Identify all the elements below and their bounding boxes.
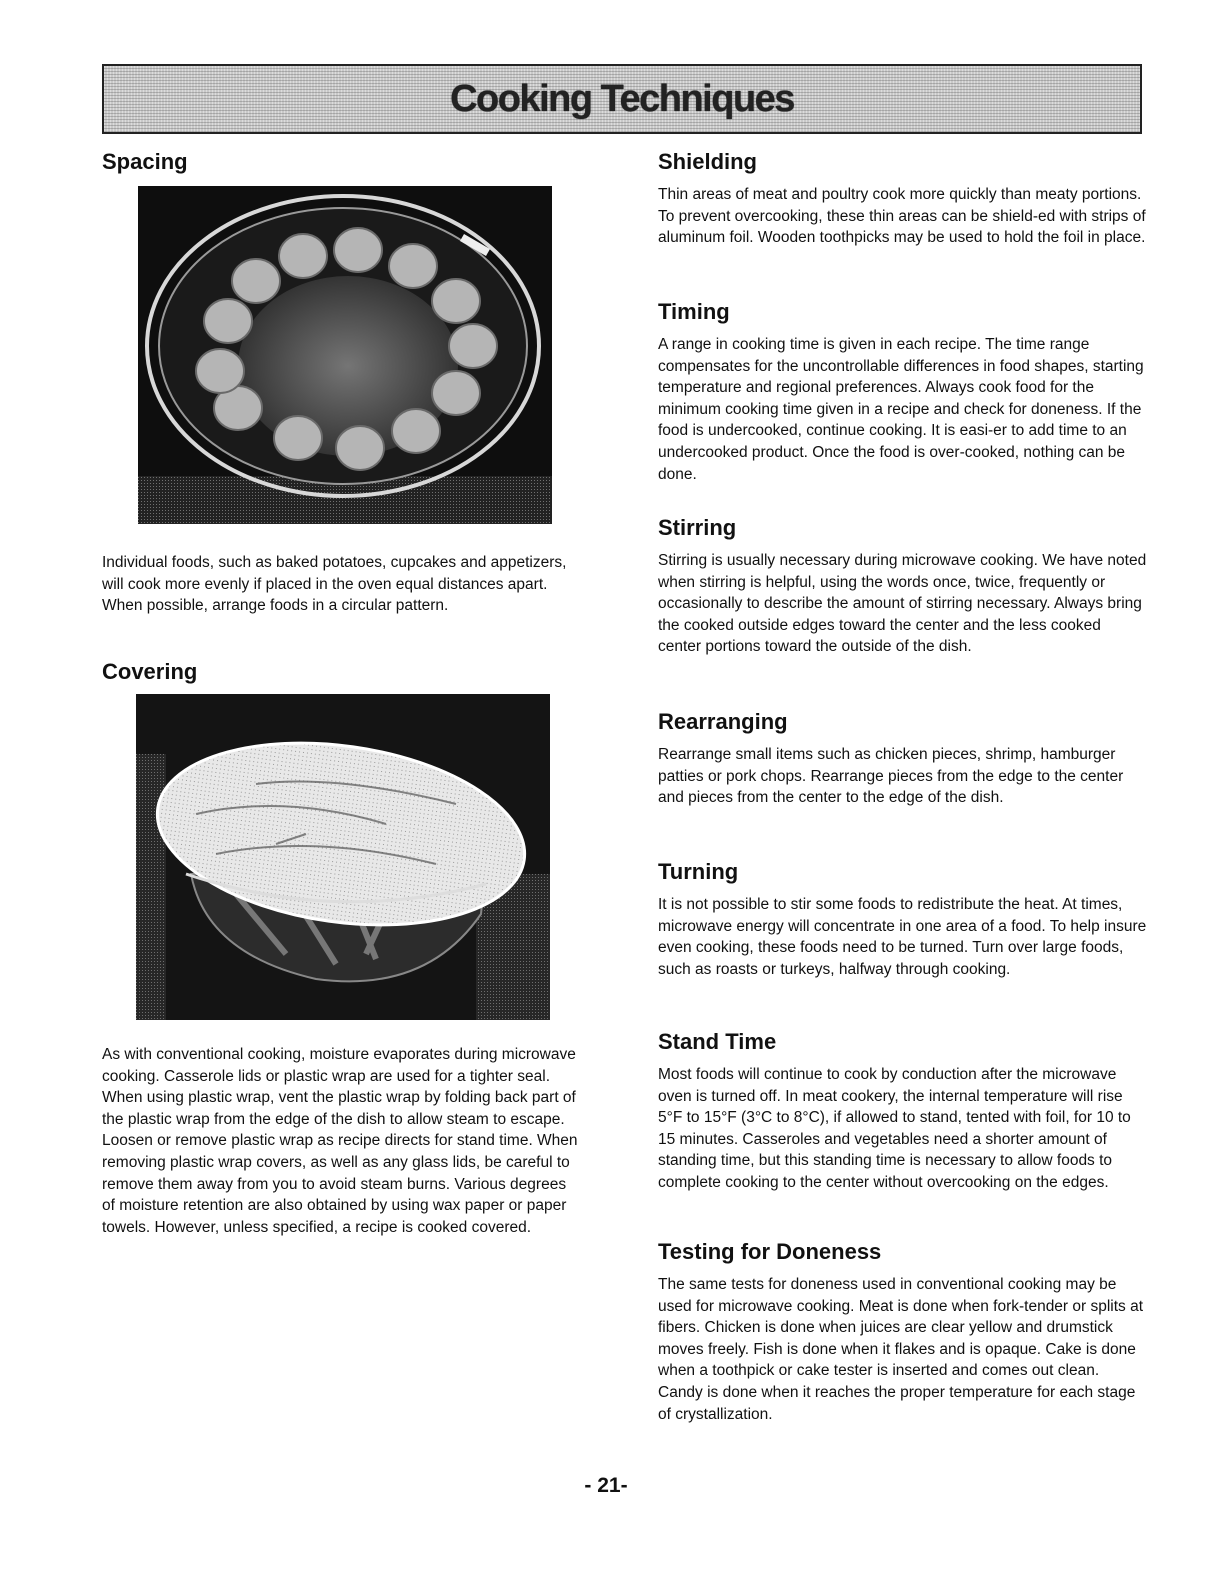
section-body: Most foods will continue to cook by conduction after the microwave oven is turned off. In meat cookery, the internal temperature will rise 5°F to 15°F (3°C to 8°C), if allowed to stand, tented with foil, for 10 to 15 minutes. Casseroles and vegetables need a shorter amount of standing time, but this standing time is necessary to allow foods to complete cooking to the center without overcooking on the edges. (658, 1066, 1131, 1191)
section-heading: Stirring (658, 515, 737, 540)
section-stand-time (658, 1028, 1148, 1194)
section-heading: Spacing (102, 149, 188, 174)
page-title-banner (102, 64, 1142, 134)
section-heading: Shielding (658, 149, 757, 174)
section-heading: Covering (102, 659, 198, 684)
page-number: - 21- (584, 1474, 628, 1497)
section-shielding (658, 148, 1148, 249)
left-column (102, 148, 582, 1288)
section-body: Thin areas of meat and poultry cook more quickly than meaty portions. To prevent overcooking, these thin areas can be shield-ed with strips of aluminum foil. Wooden toothpicks may be used to hold the foil in place. (658, 186, 1146, 247)
section-body: Stirring is usually necessary during microwave cooking. We have noted when stirring is helpful, using the words once, twice, frequently or occasionally to describe the amount of stirring necessary. Always bring the cooked outside edges toward the center and the less cooked center portions toward the outside of the dish. (658, 552, 1147, 656)
section-body: Rearrange small items such as chicken pieces, shrimp, hamburger patties or pork chops. Rearrange pieces from the edge to the center and pieces from the center to the edge of the dish. (658, 746, 1124, 807)
section-covering (102, 658, 582, 694)
section-heading: Rearranging (658, 709, 788, 734)
section-covering-body (102, 1044, 582, 1238)
section-testing-for-doneness (658, 1238, 1148, 1425)
section-heading: Stand Time (658, 1029, 777, 1054)
section-body: As with conventional cooking, moisture evaporates during microwave cooking. Casserole lids or plastic wrap are used for a tighter seal. When using plastic wrap, vent the plastic wrap by folding back part of the plastic wrap from the edge of the dish to allow steam to escape. Loosen or remove plastic wrap as recipe directs for stand time. When removing plastic wrap covers, as well as any glass lids, be careful to remove them away from you to avoid steam burns. Various degrees of moisture retention are also obtained by using wax paper or paper towels. However, unless specified, a recipe is cooked covered. (102, 1046, 578, 1236)
dish-with-food-in-circle-photo (138, 186, 552, 524)
section-turning (658, 858, 1148, 980)
right-column (658, 148, 1148, 1448)
page-title: Cooking Techniques (450, 77, 794, 120)
section-spacing (102, 148, 582, 184)
section-timing (658, 298, 1148, 485)
section-stirring (658, 514, 1148, 658)
section-body: It is not possible to stir some foods to redistribute the heat. At times, microwave energy will concentrate in one area of a food. To help insure even cooking, these foods need to be turned. Turn over large foods, such as roasts or turkeys, halfway through cooking. (658, 896, 1147, 978)
section-heading: Testing for Doneness (658, 1239, 882, 1264)
section-body: The same tests for doneness used in conventional cooking may be used for microwave cooking. Meat is done when fork-tender or splits at fibers. Chicken is done when juices are clear yellow and drumstick moves freely. Fish is done when it flakes and is opaque. Cake is done when a toothpick or cake tester is inserted and comes out clean. Candy is done when it reaches the proper temperature for each stage of crystallization. (658, 1276, 1144, 1423)
covered-casserole-dish-photo (136, 694, 550, 1020)
section-rearranging (658, 708, 1148, 809)
section-heading: Timing (658, 299, 730, 324)
section-body: Individual foods, such as baked potatoes, cupcakes and appetizers, will cook more evenly if placed in the oven equal distances apart. When possible, arrange foods in a circular pattern. (102, 554, 567, 615)
section-body: A range in cooking time is given in each recipe. The time range compensates for the uncontrollable differences in food shapes, starting temperature and regional preferences. Always cook food for the minimum cooking time given in a recipe and check for doneness. If the food is undercooked, continue cooking. It is easi-er to add time to an undercooked product. Once the food is over-cooked, nothing can be done. (658, 336, 1144, 483)
section-heading: Turning (658, 859, 739, 884)
section-spacing-body (102, 552, 582, 617)
